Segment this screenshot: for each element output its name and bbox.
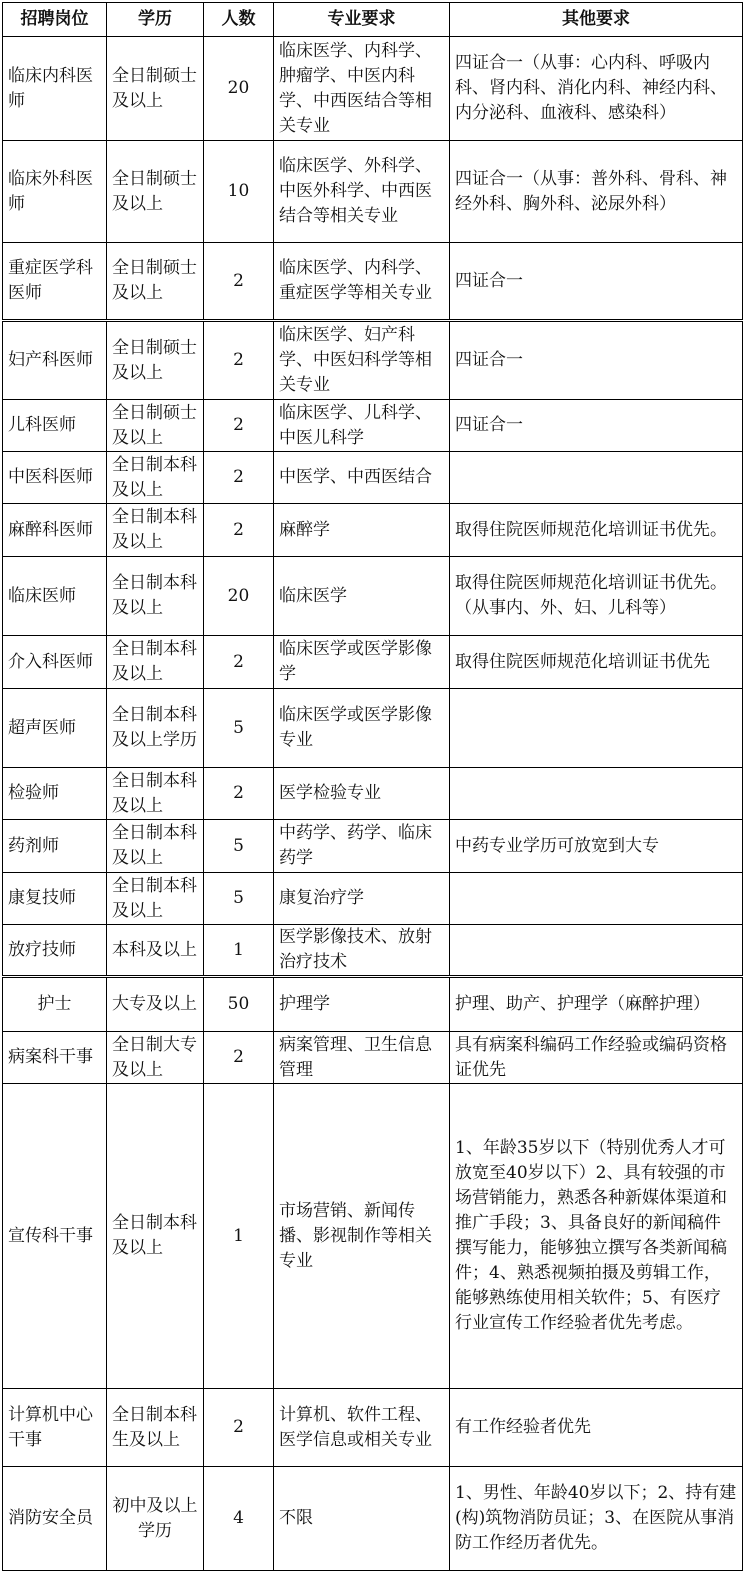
row-position: 护士 (3, 977, 107, 1032)
row-count: 2 (204, 400, 274, 452)
row-major: 计算机、软件工程、医学信息或相关专业 (274, 1389, 450, 1467)
row-education: 全日制本科及以上 (107, 1084, 204, 1389)
recruitment-table (2, 2, 743, 1571)
row-count: 5 (204, 689, 274, 768)
row-position: 超声医师 (3, 689, 107, 768)
row-major: 市场营销、新闻传播、影视制作等相关专业 (274, 1084, 450, 1389)
table-row (3, 504, 743, 557)
row-other: 1、男性、年龄40岁以下；2、持有建(构)筑物消防员证；3、在医院从事消防工作经历者优先。 (450, 1467, 743, 1571)
row-education: 大专及以上 (107, 977, 204, 1032)
row-education: 全日制大专及以上 (107, 1032, 204, 1084)
row-education: 全日制硕士及以上 (107, 400, 204, 452)
row-count: 50 (204, 977, 274, 1032)
row-major: 临床医学、妇产科学、中医妇科学等相关专业 (274, 321, 450, 400)
row-other: 四证合一（从事：普外科、骨科、神经外科、胸外科、泌尿外科） (450, 141, 743, 243)
header-education: 学历 (107, 3, 204, 37)
table-row (3, 400, 743, 452)
table-row (3, 243, 743, 321)
row-other: 中药专业学历可放宽到大专 (450, 820, 743, 873)
table-row (3, 557, 743, 636)
row-education: 初中及以上学历 (107, 1467, 204, 1571)
table-row (3, 1467, 743, 1571)
row-count: 2 (204, 504, 274, 557)
row-position: 药剂师 (3, 820, 107, 873)
row-major: 临床医学 (274, 557, 450, 636)
row-major: 临床医学、儿科学、中医儿科学 (274, 400, 450, 452)
row-major: 临床医学、内科学、重症医学等相关专业 (274, 243, 450, 321)
table-row (3, 1084, 743, 1389)
row-position: 重症医学科医师 (3, 243, 107, 321)
row-other (450, 452, 743, 504)
row-major: 临床医学、内科学、肿瘤学、中医内科学、中西医结合等相关专业 (274, 37, 450, 141)
header-major: 专业要求 (274, 3, 450, 37)
row-other: 取得住院医师规范化培训证书优先。（从事内、外、妇、儿科等） (450, 557, 743, 636)
row-other: 取得住院医师规范化培训证书优先。 (450, 504, 743, 557)
row-education: 全日制本科及以上 (107, 820, 204, 873)
table-row (3, 925, 743, 977)
row-position: 计算机中心干事 (3, 1389, 107, 1467)
table-row (3, 636, 743, 689)
row-position: 临床医师 (3, 557, 107, 636)
row-other: 有工作经验者优先 (450, 1389, 743, 1467)
row-position: 放疗技师 (3, 925, 107, 977)
table-row (3, 768, 743, 820)
row-education: 全日制本科及以上学历 (107, 689, 204, 768)
header-row (3, 3, 743, 37)
row-major: 不限 (274, 1467, 450, 1571)
row-position: 临床外科医师 (3, 141, 107, 243)
row-count: 4 (204, 1467, 274, 1571)
row-major: 医学检验专业 (274, 768, 450, 820)
row-count: 1 (204, 925, 274, 977)
row-other: 四证合一 (450, 243, 743, 321)
row-education: 全日制本科生及以上 (107, 1389, 204, 1467)
row-position: 康复技师 (3, 873, 107, 925)
row-other: 护理、助产、护理学（麻醉护理） (450, 977, 743, 1032)
row-count: 2 (204, 1389, 274, 1467)
row-position: 消防安全员 (3, 1467, 107, 1571)
table-row (3, 141, 743, 243)
table-row (3, 689, 743, 768)
row-count: 2 (204, 636, 274, 689)
row-other (450, 689, 743, 768)
row-major: 临床医学、外科学、中医外科学、中西医结合等相关专业 (274, 141, 450, 243)
row-other (450, 873, 743, 925)
row-position: 儿科医师 (3, 400, 107, 452)
row-education: 全日制本科及以上 (107, 768, 204, 820)
table-row (3, 321, 743, 400)
row-count: 20 (204, 37, 274, 141)
table-row (3, 1389, 743, 1467)
row-education: 全日制硕士及以上 (107, 243, 204, 321)
row-count: 2 (204, 452, 274, 504)
row-other: 四证合一（从事：心内科、呼吸内科、肾内科、消化内科、神经内科、内分泌科、血液科、感染科） (450, 37, 743, 141)
row-education: 全日制硕士及以上 (107, 37, 204, 141)
table-row (3, 820, 743, 873)
row-education: 全日制本科及以上 (107, 504, 204, 557)
row-position: 临床内科医师 (3, 37, 107, 141)
row-count: 20 (204, 557, 274, 636)
row-other: 具有病案科编码工作经验或编码资格证优先 (450, 1032, 743, 1084)
table-row (3, 37, 743, 141)
row-education: 全日制本科及以上 (107, 557, 204, 636)
row-other: 取得住院医师规范化培训证书优先 (450, 636, 743, 689)
row-position: 中医科医师 (3, 452, 107, 504)
row-position: 介入科医师 (3, 636, 107, 689)
row-major: 康复治疗学 (274, 873, 450, 925)
row-count: 2 (204, 243, 274, 321)
row-count: 2 (204, 768, 274, 820)
row-position: 宣传科干事 (3, 1084, 107, 1389)
table-row (3, 452, 743, 504)
table-row (3, 1032, 743, 1084)
row-count: 5 (204, 820, 274, 873)
row-other (450, 925, 743, 977)
row-major: 病案管理、卫生信息管理 (274, 1032, 450, 1084)
row-count: 1 (204, 1084, 274, 1389)
row-education: 全日制本科及以上 (107, 452, 204, 504)
table-row (3, 977, 743, 1032)
row-position: 麻醉科医师 (3, 504, 107, 557)
row-major: 医学影像技术、放射治疗技术 (274, 925, 450, 977)
header-count: 人数 (204, 3, 274, 37)
header-other: 其他要求 (450, 3, 743, 37)
row-major: 护理学 (274, 977, 450, 1032)
row-education: 全日制硕士及以上 (107, 321, 204, 400)
row-other (450, 768, 743, 820)
row-education: 全日制本科及以上 (107, 873, 204, 925)
row-count: 10 (204, 141, 274, 243)
row-position: 检验师 (3, 768, 107, 820)
row-count: 2 (204, 321, 274, 400)
header-position: 招聘岗位 (3, 3, 107, 37)
row-education: 本科及以上 (107, 925, 204, 977)
row-education: 全日制本科及以上 (107, 636, 204, 689)
row-position: 妇产科医师 (3, 321, 107, 400)
row-other: 1、年龄35岁以下（特别优秀人才可放宽至40岁以下）2、具有较强的市场营销能力，熟悉各种新媒体渠道和推广手段；3、具备良好的新闻稿件撰写能力，能够独立撰写各类新闻稿件；4、熟悉视频拍摄及剪辑工作，能够熟练使用相关软件；5、有医疗行业宣传工作经验者优先考虑。 (450, 1084, 743, 1389)
row-other: 四证合一 (450, 321, 743, 400)
row-other: 四证合一 (450, 400, 743, 452)
row-major: 临床医学或医学影像学 (274, 636, 450, 689)
table-row (3, 873, 743, 925)
row-count: 5 (204, 873, 274, 925)
row-position: 病案科干事 (3, 1032, 107, 1084)
row-major: 麻醉学 (274, 504, 450, 557)
row-education: 全日制硕士及以上 (107, 141, 204, 243)
row-major: 临床医学或医学影像专业 (274, 689, 450, 768)
row-major: 中医学、中西医结合 (274, 452, 450, 504)
row-major: 中药学、药学、临床药学 (274, 820, 450, 873)
row-count: 2 (204, 1032, 274, 1084)
